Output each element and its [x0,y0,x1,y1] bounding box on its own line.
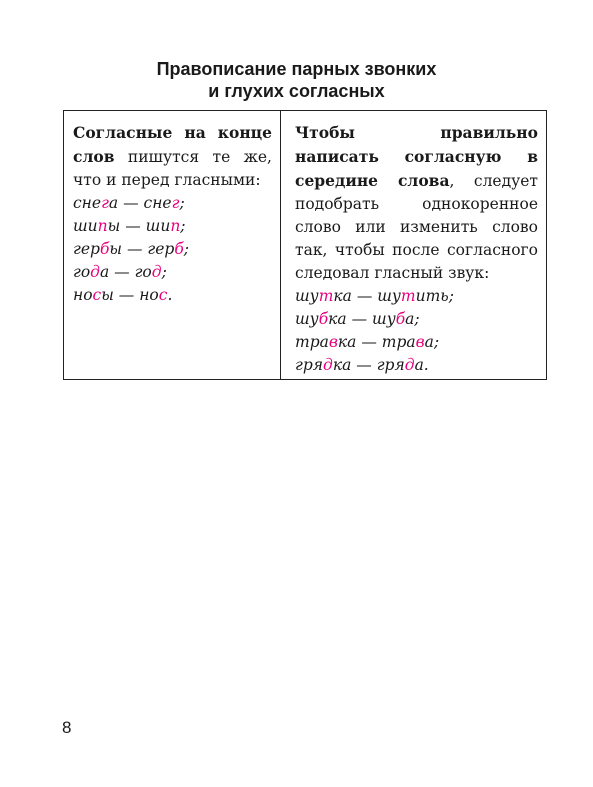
example-text: ы — гер [109,240,175,258]
highlighted-consonant: б [174,240,184,258]
examples-list-end-of-word [73,192,272,307]
example-text: ка — шу [333,287,401,305]
highlighted-consonant: д [323,356,333,374]
example-text: но [73,286,93,304]
example-pair [295,354,538,377]
highlighted-consonant: б [318,310,329,328]
rule-table [63,110,547,380]
examples-list-middle-of-word [295,285,538,377]
title-line-2: и глухих согласных [208,81,385,101]
example-pair [73,192,272,215]
example-text: ; [180,217,186,235]
rule-body-end-of-word: пишутся те же, что и перед гласными: [73,148,272,189]
title-line-1: Правописание парных звонких [156,59,437,79]
example-text: го [73,263,91,281]
highlighted-consonant: в [415,333,425,351]
highlighted-consonant: п [170,217,181,235]
highlighted-consonant: д [90,263,100,281]
example-text: гер [73,240,100,258]
rule-text-middle-of-word [295,121,538,285]
example-pair [73,215,272,238]
highlighted-consonant: д [404,356,415,374]
example-text: ; [183,240,190,258]
rule-text-end-of-word [73,121,272,192]
highlighted-consonant: с [158,286,168,304]
example-text: ить; [415,287,454,305]
highlighted-consonant: с [92,286,102,304]
rule-heading-end-of-word: Согласные на конце слов [73,123,272,166]
rule-body-middle-of-word: , следует подобрать однокоренное слово или изменить слово так, чтобы после согласного следовал гласный звук: [295,172,539,282]
highlighted-consonant: в [328,333,338,351]
example-text: сне [73,194,102,212]
rule-column-middle-of-word [281,111,546,379]
example-text: ши [73,217,98,235]
rule-heading-middle-of-word: Чтобы правильно написать согласную в середине слова [295,123,538,190]
highlighted-consonant: п [97,217,108,235]
example-text: шу [295,310,319,328]
highlighted-consonant: г [171,194,180,212]
page-number: 8 [62,718,72,737]
example-text: ка — гря [332,356,405,374]
highlighted-consonant: г [101,194,109,212]
example-text: шу [295,287,319,305]
example-text: а — го [100,263,152,281]
highlighted-consonant: т [318,287,334,305]
example-pair [73,238,272,261]
example-text: . [167,286,173,304]
example-pair [295,331,538,354]
page-title [0,58,593,102]
example-pair [73,261,272,284]
example-text: ка — тра [337,333,416,351]
example-text: ы — ши [107,217,171,235]
example-text: ы — но [101,286,159,304]
highlighted-consonant: б [99,240,110,258]
example-text: ; [179,194,185,212]
example-text: а — сне [108,194,172,212]
example-text: ка — шу [328,310,396,328]
example-text: а; [405,310,420,328]
highlighted-consonant: д [151,263,162,281]
example-pair [295,308,538,331]
example-text: а; [424,333,440,351]
highlighted-consonant: б [395,310,406,328]
example-text: гря [295,356,324,374]
highlighted-consonant: т [400,287,416,305]
example-pair [295,285,538,308]
example-text: а. [414,356,429,374]
example-text: тра [295,333,329,351]
example-pair [73,284,272,307]
rule-column-end-of-word [64,111,281,379]
example-text: ; [161,263,167,281]
